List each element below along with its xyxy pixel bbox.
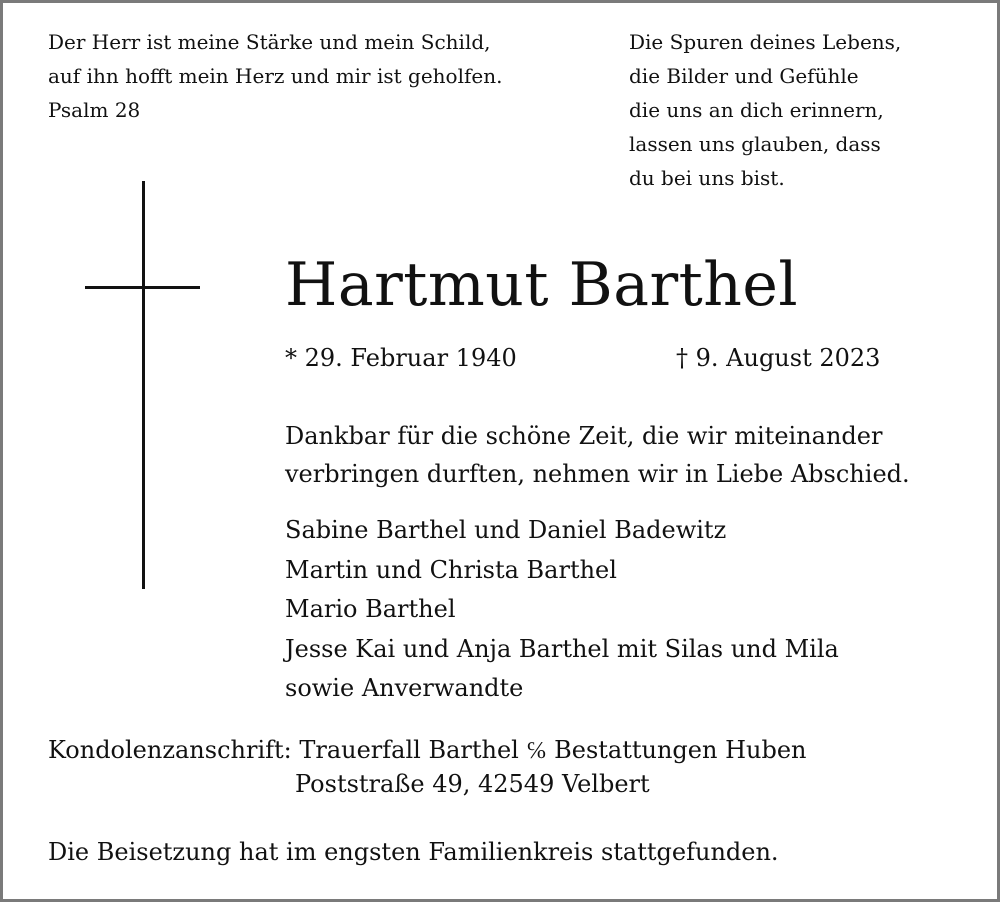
mourner-1: Sabine Barthel und Daniel Badewitz [285,516,727,544]
psalm-line-2: auf ihn hofft mein Herz und mir ist geholfen. [48,64,503,88]
cross-vertical-bar [142,181,145,589]
death-date: † 9. August 2023 [676,344,881,372]
message-line-1: Dankbar für die schöne Zeit, die wir miteinander [285,422,883,450]
poem-line-1: Die Spuren deines Lebens, [629,30,902,54]
birth-date: * 29. Februar 1940 [285,344,517,372]
message-line-2: verbringen durften, nehmen wir in Liebe Abschied. [285,460,910,488]
psalm-reference: Psalm 28 [48,98,141,122]
mourner-3: Mario Barthel [285,595,456,623]
farewell-message [285,417,910,493]
mourner-5: sowie Anverwandte [285,674,524,702]
poem-line-5: du bei uns bist. [629,166,785,190]
mourner-4: Jesse Kai und Anja Barthel mit Silas und Mila [285,634,839,663]
psalm-quote [48,25,502,127]
deceased-name: Hartmut Barthel [285,250,799,320]
burial-note: Die Beisetzung hat im engsten Familienkreis stattgefunden. [48,838,779,866]
psalm-line-1: Der Herr ist meine Stärke und mein Schild, [48,30,491,54]
condolence-address-line-1: Kondolenzanschrift: Trauerfall Barthel ℅ Bestattungen Huben [48,736,807,764]
cross-horizontal-bar [85,286,200,289]
mourner-2: Martin und Christa Barthel [285,555,617,584]
poem-line-2: die Bilder und Gefühle [629,64,859,88]
poem [629,25,901,195]
poem-line-4: lassen uns glauben, dass [629,132,881,156]
condolence-address-line-2: Poststraße 49, 42549 Velbert [295,770,650,798]
mourners-list [285,511,839,709]
poem-line-3: die uns an dich erinnern, [629,98,884,122]
